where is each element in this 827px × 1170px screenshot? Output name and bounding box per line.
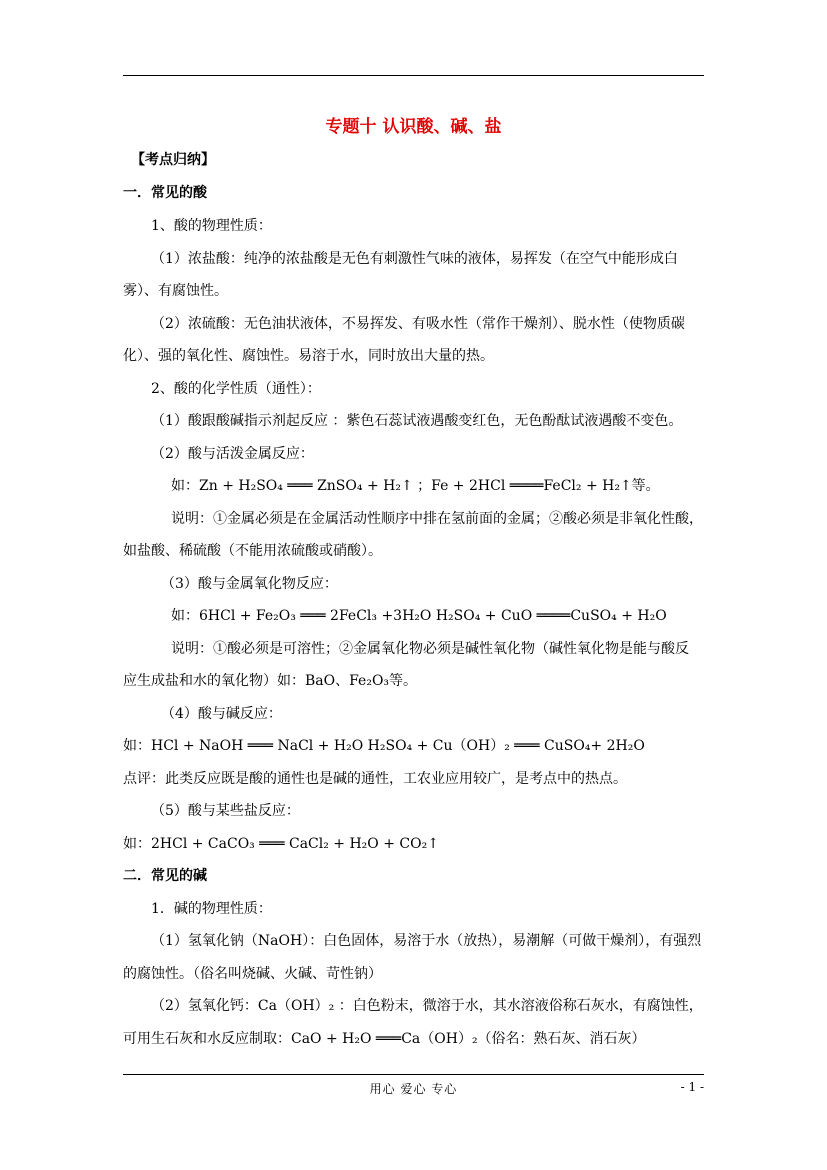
text-line: 雾）、有腐蚀性。 <box>123 283 228 299</box>
text-line: 的腐蚀性。（俗名叫烧碱、火碱、苛性钠） <box>123 966 382 982</box>
text-line: （1）浓盐酸：纯净的浓盐酸是无色有刺激性气味的液体，易挥发（在空气中能形成白 <box>151 251 678 267</box>
text-line: （3）酸与金属氧化物反应： <box>161 576 338 592</box>
text-line: （2）氢氧化钙：Ca（OH）₂ ：白色粉末，微溶于水，其水溶液俗称石灰水，有腐蚀性， <box>151 998 703 1014</box>
document-title: 专题十 认识酸、碱、盐 <box>325 117 502 137</box>
text-line: 化）、强的氧化性、腐蚀性。易溶于水，同时放出大量的热。 <box>123 348 494 364</box>
page-number: - 1 - <box>680 1080 704 1094</box>
text-line: 如：6HCl + Fe₂O₃ ═══ 2FeCl₃ +3H₂O H₂SO₄ + CuO ════CuSO₄ + H₂O <box>171 608 667 624</box>
text-line: （4）酸与碱反应： <box>161 706 282 722</box>
text-line: 可用生石灰和水反应制取：CaO + H₂O ═══Ca（OH）₂（俗名：熟石灰、消石灰） <box>123 1031 646 1047</box>
footer-motto: 用心 爱心 专心 <box>369 1082 458 1096</box>
text-line: 应生成盐和水的氧化物）如：BaO、Fe₂O₃等。 <box>123 673 418 689</box>
text-line: 一．常见的酸 <box>123 185 207 201</box>
text-line: 【考点归纳】 <box>131 152 215 168</box>
text-line: （5）酸与某些盐反应： <box>151 803 300 819</box>
text-line: 说明：①酸必须是可溶性；②金属氧化物必须是碱性氧化物（碱性氧化物是能与酸反 <box>171 641 689 657</box>
header-rule <box>123 75 704 76</box>
text-line: 1．碱的物理性质： <box>151 901 272 917</box>
text-line: 如：2HCl + CaCO₃ ═══ CaCl₂ + H₂O + CO₂↑ <box>123 836 439 852</box>
text-line: 1、酸的物理性质： <box>151 218 272 234</box>
text-line: 如：Zn + H₂SO₄ ═══ ZnSO₄ + H₂↑ ；Fe + 2HCl ════FeCl₂ + H₂↑等。 <box>171 478 660 494</box>
text-line: （1）氢氧化钠（NaOH）：白色固体，易溶于水（放热），易潮解（可做干燥剂），有强烈 <box>151 933 702 949</box>
text-line: 2、酸的化学性质（通性）： <box>151 381 321 397</box>
text-line: 如：HCl + NaOH ═══ NaCl + H₂O H₂SO₄ + Cu（OH）₂ ═══ CuSO₄+ 2H₂O <box>123 738 645 754</box>
text-line: （2）浓硫酸：无色油状液体，不易挥发、有吸水性（常作干燥剂）、脱水性（使物质碳 <box>151 316 685 332</box>
text-line: 点评：此类反应既是酸的通性也是碱的通性，工农业应用较广，是考点中的热点。 <box>123 771 627 787</box>
footer-rule <box>123 1074 704 1075</box>
text-line: 说明：①金属必须是在金属活动性顺序中排在氢前面的金属；②酸必须是非氧化性酸， <box>171 511 703 527</box>
text-line: （2）酸与活泼金属反应： <box>151 446 314 462</box>
text-line: 如盐酸、稀硫酸（不能用浓硫酸或硝酸）。 <box>123 543 382 559</box>
text-line: 二．常见的碱 <box>123 868 207 884</box>
text-line: （1）酸跟酸碱指示剂起反应 ：紫色石蕊试液遇酸变红色，无色酚酞试液遇酸不变色。 <box>151 413 683 429</box>
